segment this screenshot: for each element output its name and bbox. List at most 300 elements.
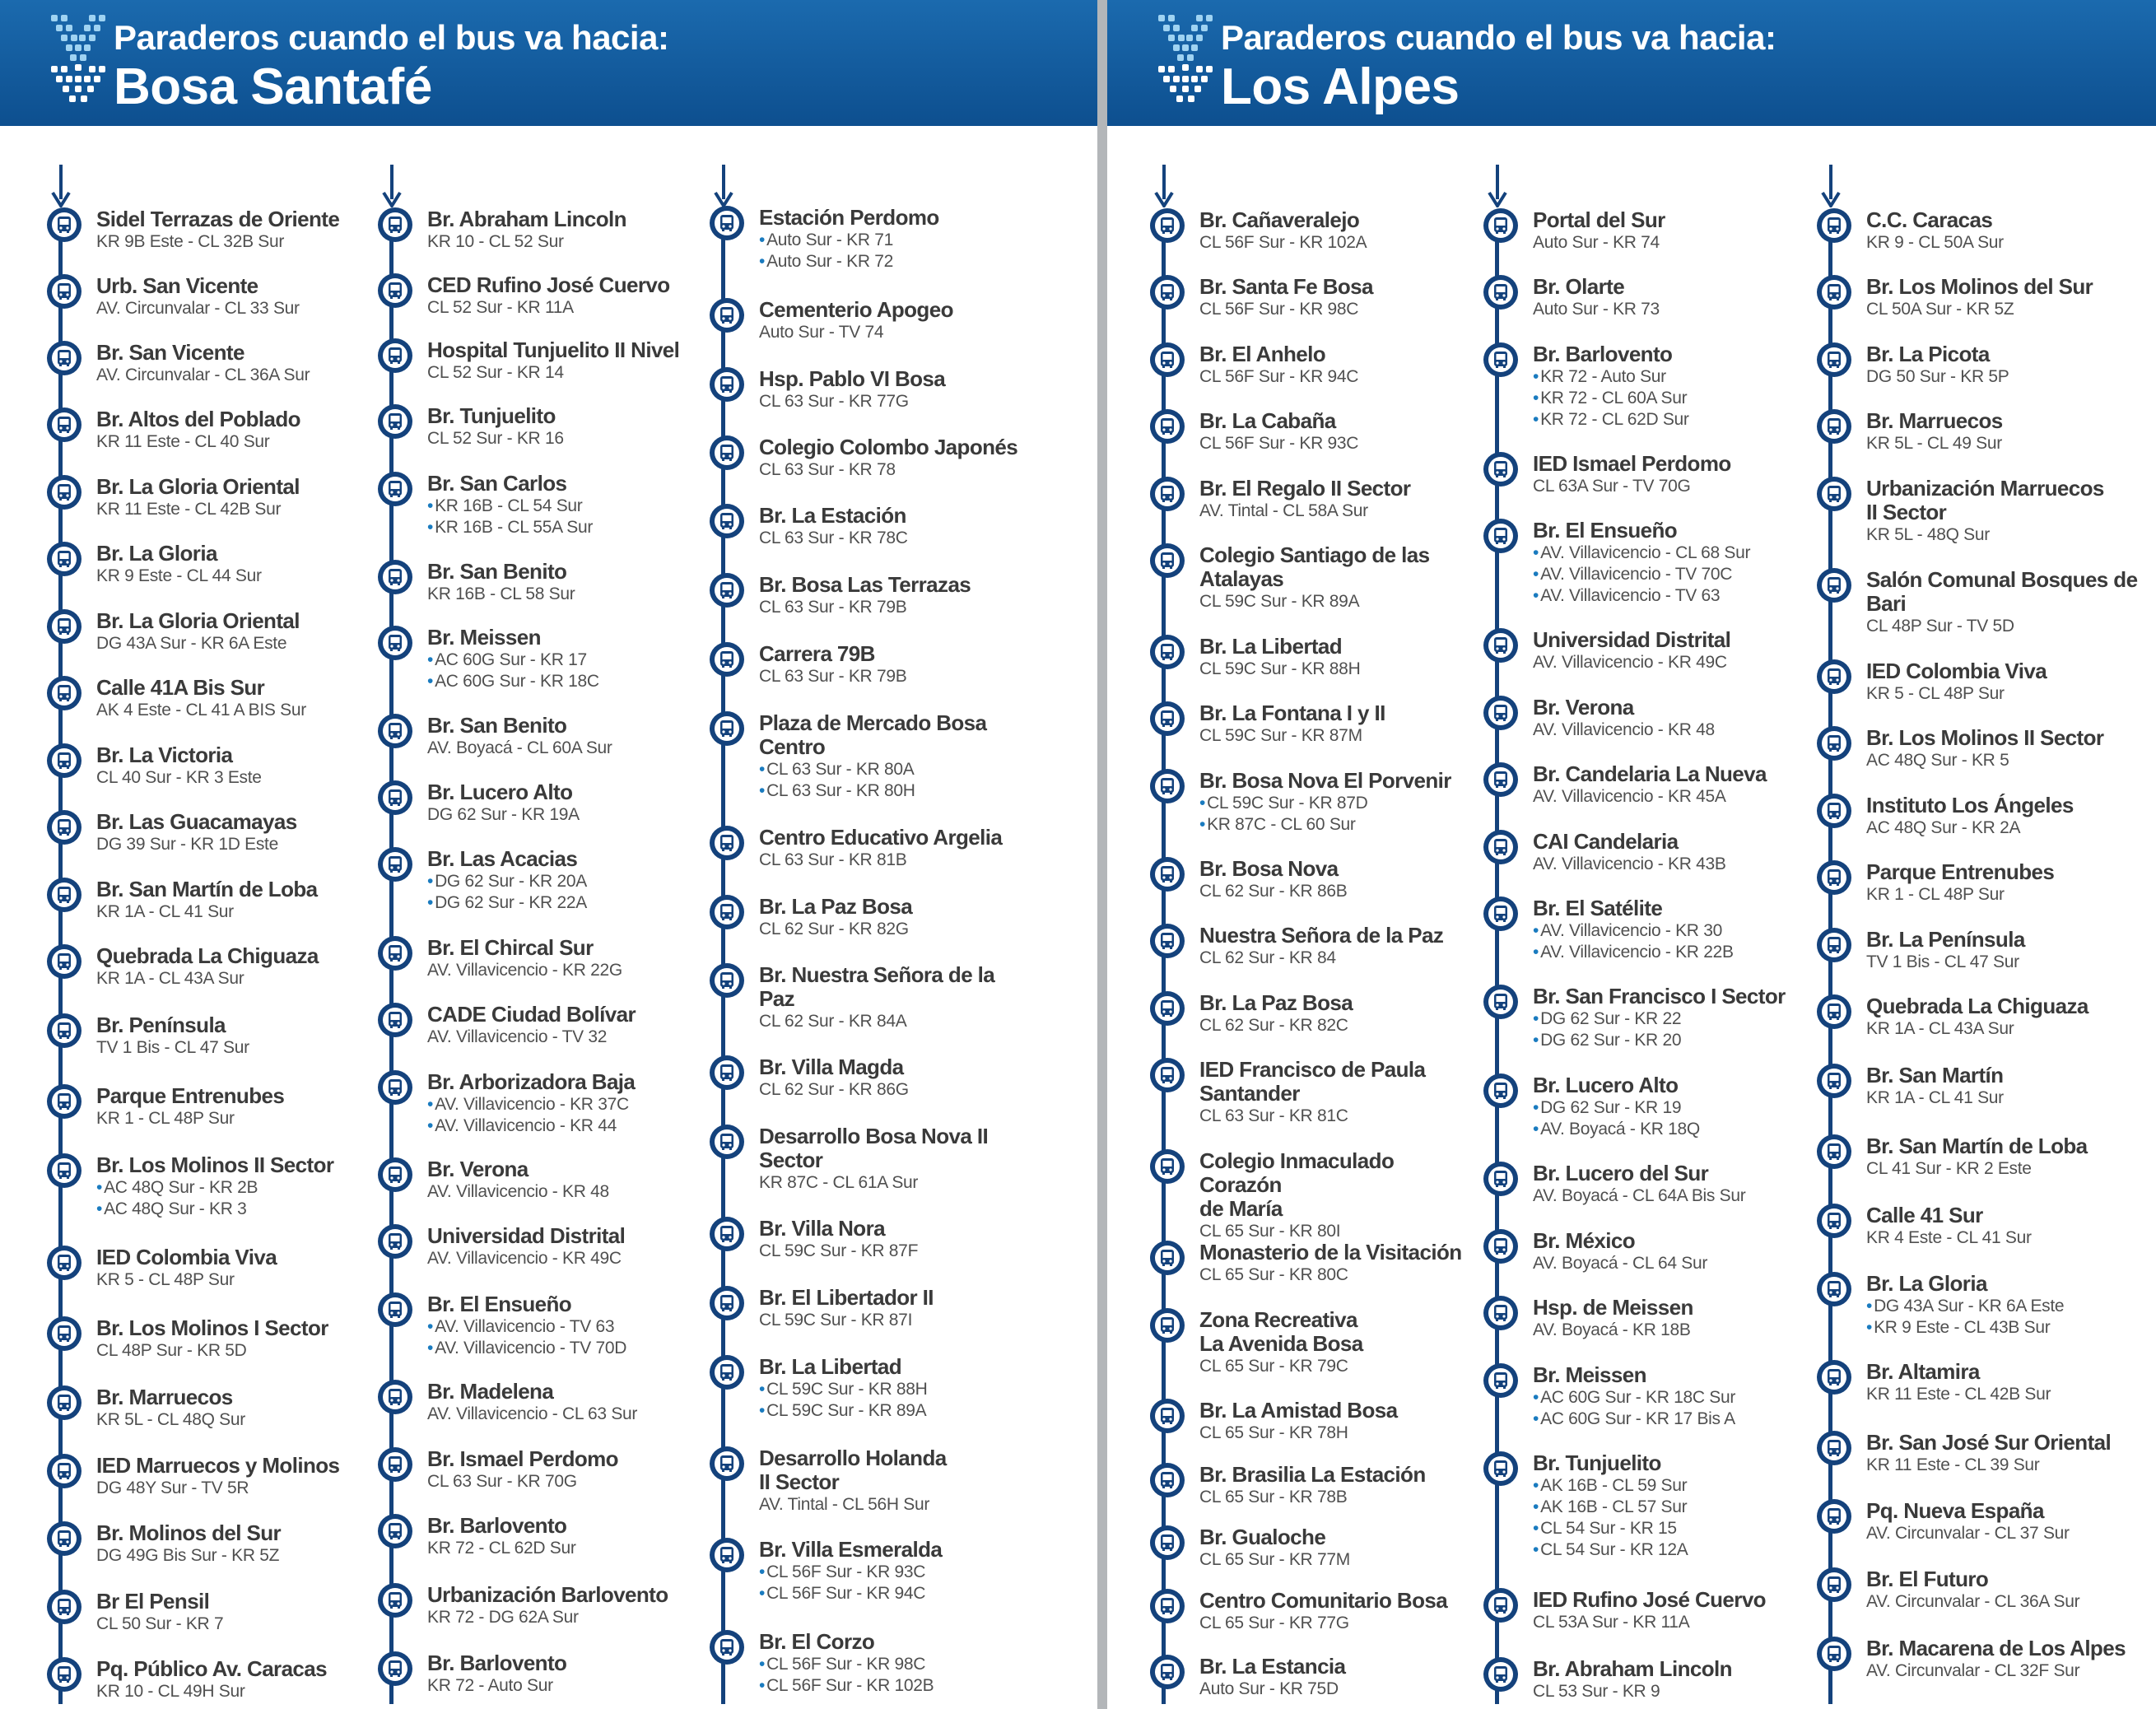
- arrow-down-icon: [51, 165, 71, 207]
- stop-text: [1199, 342, 1471, 388]
- bus-glyph: [1822, 1572, 1846, 1597]
- stop-text: [1199, 1463, 1471, 1508]
- bus-stop-icon: [1150, 1308, 1185, 1343]
- bus-glyph: [1155, 862, 1180, 887]
- stop-text: [1866, 1360, 2138, 1405]
- stops-column: [700, 165, 1021, 1704]
- bus-stop-icon: [1817, 275, 1851, 310]
- stop-name: Br. Gualoche: [1199, 1525, 1326, 1549]
- stop-name: Carrera 79B: [759, 641, 875, 666]
- bus-glyph: [1488, 1301, 1513, 1325]
- bus-glyph: [1822, 347, 1846, 372]
- transmilenio-logo-icon: [1157, 10, 1214, 107]
- stop-address: • AV. Boyacá - KR 18Q: [1533, 1119, 1804, 1140]
- bus-glyph: [1155, 548, 1180, 573]
- stop-name: IED Francisco de Paula: [1199, 1057, 1426, 1082]
- bus-glyph: [383, 409, 407, 434]
- stop-name: Urbanización Marruecos: [1866, 476, 2104, 501]
- bus-stop-icon: [710, 1286, 744, 1320]
- stop-name: Cementerio Apogeo: [759, 297, 953, 322]
- stop-name: Colegio Santiago de las: [1199, 543, 1430, 567]
- stop-address: CL 53A Sur - KR 11A: [1533, 1613, 1690, 1632]
- stop-address: CL 50A Sur - KR 5Z: [1866, 300, 2014, 319]
- stop-text: [1866, 208, 2138, 254]
- stop-text: [1533, 275, 1804, 320]
- bus-stop-icon: [1817, 1064, 1851, 1098]
- stop-name: Br. Barlovento: [427, 1651, 567, 1675]
- header-subtitle: Paraderos cuando el bus va hacia:: [1221, 18, 1776, 57]
- stop-address: • CL 56F Sur - KR 98C: [759, 1654, 1031, 1675]
- bus-glyph: [1822, 664, 1846, 689]
- bus-glyph: [1155, 1468, 1180, 1492]
- stops-column: [1140, 165, 1461, 1704]
- stop-name: CADE Ciudad Bolívar: [427, 1002, 636, 1027]
- stop-address: • DG 43A Sur - KR 6A Este: [1866, 1296, 2138, 1317]
- header-destination: Bosa Santafé: [114, 58, 432, 115]
- stop-address: Auto Sur - KR 74: [1533, 233, 1660, 252]
- bus-stop-icon: [1483, 1073, 1518, 1108]
- bus-glyph: [1488, 990, 1513, 1014]
- stop-address: • CL 63 Sur - KR 80A: [759, 759, 1031, 780]
- stop-text: [1866, 794, 2138, 839]
- stop-address: CL 63 Sur - KR 78C: [759, 529, 908, 547]
- bus-stop-icon: [47, 944, 81, 979]
- bus-glyph: [52, 614, 77, 639]
- stop-name: Br. Lucero Alto: [427, 780, 573, 804]
- bus-glyph: [1822, 1365, 1846, 1390]
- stop-address: • AV. Villavicencio - KR 30: [1533, 920, 1804, 942]
- bus-glyph: [715, 509, 739, 533]
- stop-text: [96, 1657, 368, 1702]
- stop-address: CL 62 Sur - KR 86B: [1199, 882, 1348, 901]
- bus-stop-icon: [710, 1538, 744, 1572]
- bus-glyph: [52, 1321, 77, 1346]
- bus-glyph: [715, 1291, 739, 1316]
- stop-text: [1866, 1272, 2138, 1339]
- bus-glyph: [715, 440, 739, 465]
- stop-name: Quebrada La Chiguaza: [96, 943, 319, 968]
- stop-text: [1533, 628, 1804, 673]
- stop-address: • KR 87C - CL 60 Sur: [1199, 814, 1471, 836]
- bus-stop-icon: [1483, 208, 1518, 243]
- stop-text: [427, 1157, 699, 1203]
- bus-glyph: [1155, 347, 1180, 372]
- stop-text: [1866, 1431, 2138, 1476]
- stop-text: [1199, 543, 1471, 612]
- bus-stop-icon: [1150, 1241, 1185, 1275]
- bus-stop-icon: [47, 475, 81, 510]
- stop-text: [759, 1125, 1031, 1194]
- bus-glyph: [383, 477, 407, 501]
- stop-name: Br. San Martín: [1866, 1063, 2004, 1087]
- stop-text: [759, 504, 1031, 549]
- bus-glyph: [1822, 1504, 1846, 1529]
- bus-stop-icon: [1483, 1162, 1518, 1196]
- stop-name: Br. Marruecos: [96, 1385, 233, 1409]
- bus-stop-icon: [47, 407, 81, 442]
- stop-text: [1866, 1204, 2138, 1249]
- stop-text: [1199, 1589, 1471, 1634]
- stop-text: [96, 743, 368, 789]
- bus-stop-icon: [1483, 452, 1518, 487]
- bus-stop-icon: [1483, 519, 1518, 553]
- stop-address: DG 49G Bis Sur - KR 5Z: [96, 1546, 280, 1565]
- stop-name: Br. Tunjuelito: [427, 403, 556, 428]
- stop-text: [1866, 1064, 2138, 1109]
- stop-address: KR 11 Este - CL 40 Sur: [96, 432, 270, 451]
- bus-glyph: [1155, 774, 1180, 799]
- stop-name: Hospital Tunjuelito II Nivel: [427, 338, 680, 362]
- stop-text: [759, 1630, 1031, 1697]
- stop-address: KR 10 - CL 52 Sur: [427, 232, 564, 251]
- stop-text: [96, 1013, 368, 1059]
- bus-stop-icon: [47, 341, 81, 375]
- stop-text: [759, 711, 1031, 802]
- transmilenio-logo-icon: [49, 10, 107, 107]
- stop-name: Br. La Gloria Oriental: [96, 474, 300, 499]
- bus-glyph: [1155, 414, 1180, 439]
- stop-address: CL 63 Sur - KR 78: [759, 460, 896, 479]
- stop-name: Atalayas: [1199, 566, 1284, 591]
- bus-glyph: [1155, 280, 1180, 305]
- stop-text: [427, 1003, 699, 1048]
- stop-name: Br. El Ensueño: [1533, 518, 1678, 543]
- stop-text: [427, 1447, 699, 1492]
- stop-name: Br. Villa Magda: [759, 1055, 904, 1079]
- stop-address: AV. Villavicencio - KR 48: [1533, 720, 1715, 739]
- bus-glyph: [715, 968, 739, 993]
- stop-text: [1533, 1588, 1804, 1633]
- stop-address: • CL 56F Sur - KR 93C: [759, 1562, 1031, 1583]
- stop-name: Quebrada La Chiguaza: [1866, 994, 2088, 1018]
- bus-stop-icon: [710, 1055, 744, 1090]
- stop-name: Br. Abraham Lincoln: [1533, 1656, 1732, 1681]
- stop-name: Instituto Los Ángeles: [1866, 793, 2074, 817]
- stop-address: CL 65 Sur - KR 79C: [1199, 1357, 1348, 1376]
- panel-los-alpes: [1107, 0, 2156, 1709]
- stop-name: Br. El Satélite: [1533, 896, 1663, 920]
- bus-glyph: [715, 1129, 739, 1154]
- bus-glyph: [715, 1222, 739, 1246]
- stop-name: Br. Villa Esmeralda: [759, 1537, 943, 1562]
- bus-glyph: [1155, 706, 1180, 731]
- bus-stop-icon: [378, 714, 412, 748]
- bus-stop-icon: [1150, 477, 1185, 511]
- stop-address: CL 56F Sur - KR 98C: [1199, 300, 1359, 319]
- bus-glyph: [1488, 1662, 1513, 1687]
- bus-stop-icon: [710, 573, 744, 608]
- bus-glyph: [383, 1385, 407, 1409]
- bus-stop-icon: [378, 780, 412, 815]
- stop-name: Santander: [1199, 1081, 1300, 1106]
- stop-text: [1533, 519, 1804, 607]
- bus-stop-icon: [378, 626, 412, 660]
- stop-name: Br. Abraham Lincoln: [427, 207, 626, 231]
- stop-name: Centro Comunitario Bosa: [1199, 1588, 1448, 1613]
- stop-name: Br. Península: [96, 1013, 226, 1037]
- bus-glyph: [1822, 799, 1846, 823]
- stop-text: [96, 475, 368, 520]
- bus-stop-icon: [378, 404, 412, 439]
- bus-stop-icon: [47, 1385, 81, 1420]
- stop-address: • AV. Villavicencio - TV 70C: [1533, 564, 1804, 585]
- bus-glyph: [52, 748, 77, 773]
- stop-name: II Sector: [1866, 500, 1947, 524]
- stop-address: CL 52 Sur - KR 14: [427, 363, 564, 382]
- bus-glyph: [52, 480, 77, 505]
- stop-text: [1199, 857, 1471, 902]
- stop-text: [427, 472, 699, 538]
- stop-text: [1866, 1499, 2138, 1544]
- stop-address: KR 87C - CL 61A Sur: [759, 1173, 919, 1192]
- stop-text: [427, 207, 699, 253]
- bus-stop-icon: [1817, 1499, 1851, 1534]
- stop-text: [1199, 409, 1471, 454]
- stop-text: [96, 274, 368, 319]
- header-bosa-santafe: [0, 0, 1097, 126]
- stop-text: [1533, 696, 1804, 741]
- bus-glyph: [1155, 482, 1180, 506]
- stop-name: Br. México: [1533, 1228, 1636, 1253]
- bus-glyph: [1488, 347, 1513, 372]
- stop-text: [427, 1514, 699, 1559]
- stop-address: • KR 72 - CL 62D Sur: [1533, 409, 1804, 431]
- stop-name: Br. Las Guacamayas: [96, 809, 297, 834]
- stop-name: Br. La Fontana I y II: [1199, 701, 1385, 725]
- bus-stop-icon: [378, 1224, 412, 1259]
- stop-text: [759, 1217, 1031, 1262]
- stop-address: • DG 62 Sur - KR 22: [1533, 1008, 1804, 1030]
- stop-address: AV. Tintal - CL 58A Sur: [1199, 501, 1368, 520]
- stop-address: CL 63A Sur - TV 70G: [1533, 477, 1691, 496]
- stop-text: [1199, 635, 1471, 680]
- stop-address: AV. Boyacá - CL 60A Sur: [427, 738, 612, 757]
- stop-name: Bari: [1866, 591, 1907, 616]
- bus-glyph: [52, 279, 77, 304]
- stop-text: [1533, 1162, 1804, 1207]
- stop-name: CAI Candelaria: [1533, 829, 1679, 854]
- stop-address: CL 59C Sur - KR 87I: [759, 1311, 913, 1329]
- stop-name: de María: [1199, 1196, 1283, 1221]
- stop-name: Br. La Picota: [1866, 342, 1990, 366]
- bus-glyph: [52, 1595, 77, 1619]
- stop-text: [427, 1583, 699, 1628]
- stop-text: [96, 676, 368, 721]
- stop-name: Estación Perdomo: [759, 205, 939, 230]
- bus-glyph: [52, 1526, 77, 1551]
- stop-text: [1199, 477, 1471, 522]
- stop-address: KR 5L - CL 49 Sur: [1866, 434, 2002, 453]
- stop-name: La Avenida Bosa: [1199, 1331, 1363, 1356]
- bus-stop-icon: [1817, 208, 1851, 243]
- bus-glyph: [715, 1635, 739, 1660]
- bus-glyph: [52, 882, 77, 907]
- stop-text: [1199, 1525, 1471, 1571]
- stop-name: Br. La Gloria: [96, 541, 217, 566]
- bus-glyph: [52, 1018, 77, 1043]
- stop-name: Parque Entrenubes: [96, 1083, 285, 1108]
- stop-text: [1199, 1058, 1471, 1127]
- panel-divider: [1097, 0, 1107, 1709]
- stop-address: CL 41 Sur - KR 2 Este: [1866, 1159, 2032, 1178]
- bus-glyph: [1488, 1368, 1513, 1393]
- stop-address: KR 11 Este - CL 42B Sur: [96, 500, 282, 519]
- stop-name: Pq. Público Av. Caracas: [96, 1656, 328, 1681]
- bus-glyph: [383, 1229, 407, 1254]
- stop-text: [759, 573, 1031, 618]
- stop-text: [1866, 1134, 2138, 1180]
- stop-name: Br. El Corzo: [759, 1629, 875, 1654]
- stop-address: • Auto Sur - KR 71: [759, 230, 1031, 251]
- bus-stop-icon: [378, 1292, 412, 1327]
- stop-name: Br. Lucero del Sur: [1533, 1161, 1709, 1185]
- bus-stop-icon: [1817, 726, 1851, 761]
- stop-address: AV. Boyacá - CL 64 Sur: [1533, 1254, 1708, 1273]
- bus-stop-icon: [378, 1003, 412, 1037]
- stop-text: [1866, 477, 2138, 546]
- bus-glyph: [383, 785, 407, 810]
- stop-address: • CL 59C Sur - KR 89A: [759, 1400, 1031, 1422]
- stop-address: KR 1A - CL 41 Sur: [96, 902, 234, 921]
- stop-name: Plaza de Mercado Bosa: [759, 710, 987, 735]
- bus-stop-icon: [1150, 701, 1185, 736]
- stop-address: AC 48Q Sur - KR 2A: [1866, 818, 2021, 837]
- stop-address: CL 50 Sur - KR 7: [96, 1614, 224, 1633]
- stop-address: • CL 56F Sur - KR 94C: [759, 1583, 1031, 1604]
- bus-stop-icon: [378, 1583, 412, 1618]
- stop-text: [96, 1153, 368, 1220]
- stop-name: Br. Molinos del Sur: [96, 1520, 282, 1545]
- stop-address: AV. Villavicencio - TV 32: [427, 1027, 608, 1046]
- stop-text: [1199, 991, 1471, 1036]
- stop-address: KR 4 Este - CL 41 Sur: [1866, 1228, 2032, 1247]
- arrow-down-icon: [1154, 165, 1174, 207]
- stop-name: Br. Bosa Nova: [1199, 856, 1339, 881]
- stop-address: KR 72 - Auto Sur: [427, 1676, 553, 1695]
- stop-name: Pq. Nueva España: [1866, 1498, 2044, 1523]
- bus-stop-icon: [1817, 994, 1851, 1029]
- stop-text: [1533, 896, 1804, 963]
- stop-name: Br. El Anhelo: [1199, 342, 1326, 366]
- stop-address: • CL 56F Sur - KR 102B: [759, 1675, 1031, 1697]
- stop-address: • AV. Villavicencio - KR 22B: [1533, 942, 1804, 963]
- bus-glyph: [1155, 1063, 1180, 1087]
- stop-name: Colegio Colombo Japonés: [759, 435, 1018, 459]
- stop-text: [1199, 1308, 1471, 1377]
- stop-text: [759, 826, 1031, 871]
- bus-glyph: [52, 1459, 77, 1483]
- bus-glyph: [1155, 996, 1180, 1021]
- bus-stop-icon: [1483, 342, 1518, 377]
- stop-name: Br. San Carlos: [427, 471, 567, 496]
- stop-name: Universidad Distrital: [427, 1223, 626, 1248]
- stop-name: Br. Barlovento: [1533, 342, 1673, 366]
- stop-text: [1199, 1241, 1471, 1286]
- bus-glyph: [715, 647, 739, 672]
- bus-glyph: [1822, 1641, 1846, 1666]
- stop-address: AV. Villavicencio - KR 48: [427, 1182, 609, 1201]
- stop-text: [759, 895, 1031, 940]
- bus-stop-icon: [710, 367, 744, 402]
- bus-glyph: [52, 1390, 77, 1415]
- bus-glyph: [383, 565, 407, 589]
- stop-name: Br. La Libertad: [759, 1354, 902, 1379]
- stop-address: DG 39 Sur - KR 1D Este: [96, 835, 278, 854]
- stop-name: Br. San Vicente: [96, 340, 244, 365]
- stop-address: • CL 54 Sur - KR 12A: [1533, 1539, 1804, 1561]
- header-los-alpes: [1107, 0, 2156, 126]
- stop-address: AV. Circunvalar - CL 36A Sur: [96, 366, 310, 384]
- stop-text: [759, 1055, 1031, 1101]
- stop-address: CL 48P Sur - TV 5D: [1866, 617, 2014, 636]
- bus-stop-icon: [1483, 275, 1518, 310]
- stop-text: [1199, 1149, 1471, 1242]
- stop-name: Br. La Estancia: [1199, 1654, 1346, 1679]
- stop-address: Auto Sur - KR 73: [1533, 300, 1660, 319]
- stop-address: • CL 63 Sur - KR 80H: [759, 780, 1031, 802]
- stop-address: KR 1 - CL 48P Sur: [1866, 885, 2005, 904]
- bus-stop-icon: [710, 504, 744, 538]
- stop-address: KR 72 - DG 62A Sur: [427, 1608, 579, 1627]
- bus-glyph: [1822, 1277, 1846, 1302]
- bus-stop-icon: [1483, 830, 1518, 864]
- stop-address: KR 5L - 48Q Sur: [1866, 525, 1990, 544]
- stop-text: [1533, 342, 1804, 431]
- stop-address: • CL 54 Sur - KR 15: [1533, 1518, 1804, 1539]
- stop-name: Br. Tunjuelito: [1533, 1451, 1661, 1475]
- stop-address: AV. Villavicencio - KR 45A: [1533, 787, 1726, 806]
- stop-text: [1866, 1637, 2138, 1682]
- stop-text: [1866, 275, 2138, 320]
- stop-text: [759, 298, 1031, 343]
- stop-address: AV. Circunvalar - CL 32F Sur: [1866, 1661, 2080, 1680]
- bus-glyph: [52, 346, 77, 370]
- bus-glyph: [383, 1452, 407, 1477]
- stop-address: KR 9B Este - CL 32B Sur: [96, 232, 285, 251]
- bus-stop-icon: [1817, 794, 1851, 828]
- stop-name: Desarrollo Bosa Nova II: [759, 1124, 989, 1148]
- bus-stop-icon: [47, 878, 81, 912]
- stop-text: [1533, 1296, 1804, 1341]
- stop-address: AV. Villavicencio - CL 63 Sur: [427, 1404, 638, 1423]
- stop-name: Br. Altamira: [1866, 1359, 1980, 1384]
- stop-address: • AC 60G Sur - KR 18C: [427, 671, 699, 692]
- arrow-down-icon: [1821, 165, 1841, 207]
- bus-stop-icon: [378, 1157, 412, 1192]
- stop-name: Br. Brasilia La Estación: [1199, 1462, 1426, 1487]
- bus-glyph: [715, 372, 739, 397]
- bus-glyph: [383, 278, 407, 303]
- stop-address: • AC 48Q Sur - KR 3: [96, 1199, 368, 1220]
- bus-stop-icon: [378, 338, 412, 373]
- bus-glyph: [1822, 999, 1846, 1024]
- stop-text: [1533, 762, 1804, 808]
- stop-name: Br. El Chircal Sur: [427, 935, 594, 960]
- stop-text: [427, 936, 699, 981]
- bus-glyph: [715, 1360, 739, 1385]
- bus-glyph: [383, 343, 407, 368]
- bus-stop-icon: [378, 1380, 412, 1414]
- bus-stop-icon: [710, 826, 744, 860]
- stop-name: Br. San José Sur Oriental: [1866, 1430, 2112, 1455]
- stop-address: AV. Villavicencio - KR 49C: [1533, 653, 1727, 672]
- bus-glyph: [1822, 1208, 1846, 1233]
- stop-address: CL 56F Sur - KR 102A: [1199, 233, 1367, 252]
- bus-stop-icon: [378, 207, 412, 242]
- stop-name: IED Rufino José Cuervo: [1533, 1587, 1766, 1612]
- bus-stop-icon: [1483, 628, 1518, 663]
- bus-stop-icon: [1817, 1637, 1851, 1671]
